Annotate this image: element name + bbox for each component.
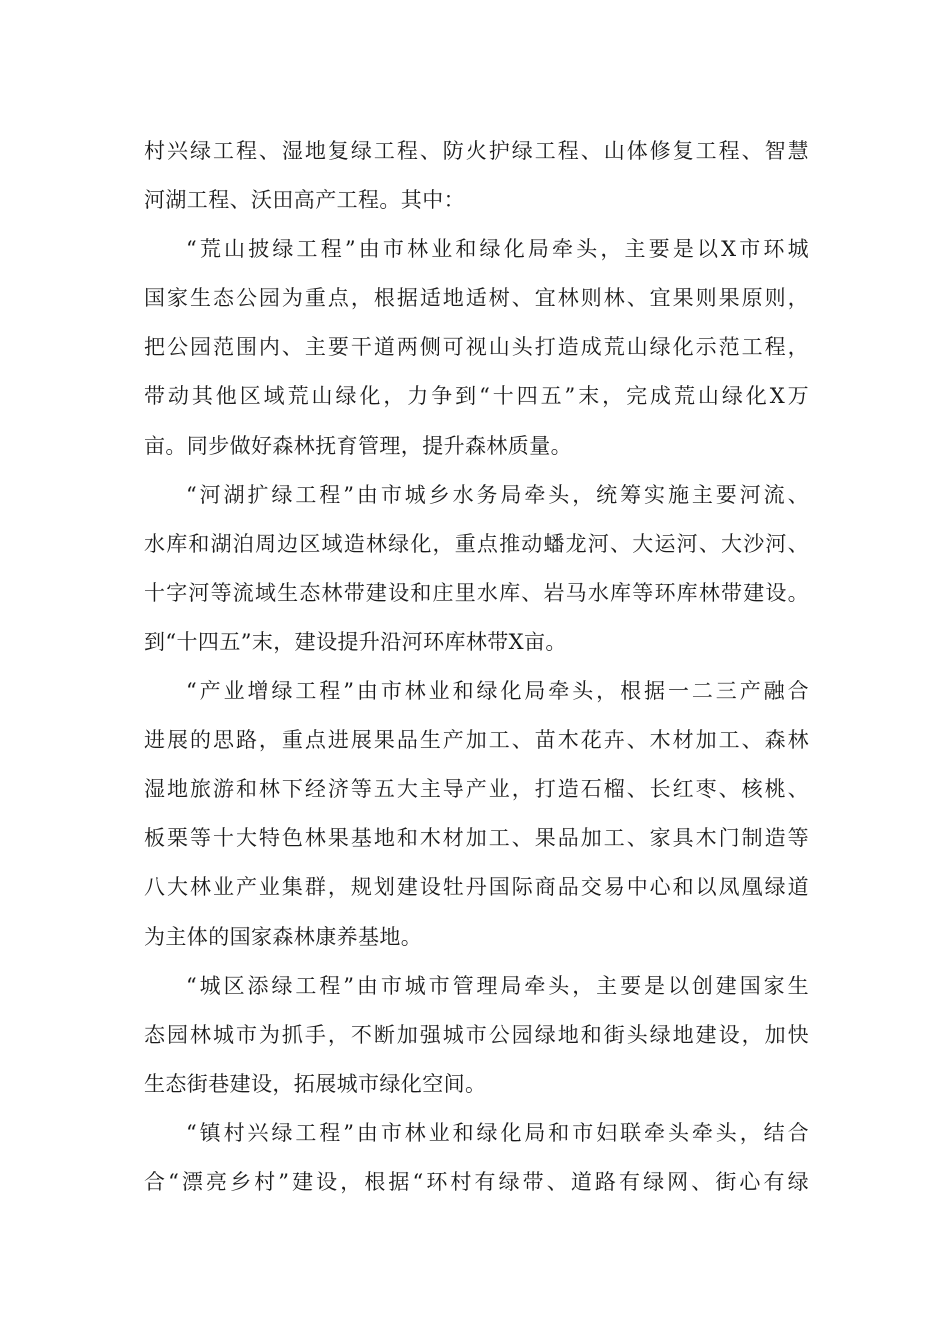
paragraph-line: 国家生态公园为重点，根据适地适树、宜林则林、宜果则果原则，: [144, 286, 809, 311]
paragraph-line: 八大林业产业集群，规划建设牡丹国际商品交易中心和以凤凰绿道: [144, 875, 809, 900]
paragraph-line: “产业增绿工程”由市林业和绿化局牵头，根据一二三产融合: [186, 679, 809, 704]
paragraph-line: 为主体的国家森林康养基地。: [144, 924, 423, 949]
paragraph-line: “镇村兴绿工程”由市林业和绿化局和市妇联牵头牵头，结合: [186, 1120, 809, 1145]
paragraph-line: 进展的思路，重点进展果品生产加工、苗木花卉、木材加工、森林: [144, 728, 809, 753]
paragraph-line: 生态街巷建设，拓展城市绿化空间。: [144, 1071, 487, 1096]
paragraph-line: “河湖扩绿工程”由市城乡水务局牵头，统筹实施主要河流、: [186, 482, 809, 507]
paragraph-line: 村兴绿工程、湿地复绿工程、防火护绿工程、山体修复工程、智慧: [144, 139, 809, 163]
paragraph-line: “荒山披绿工程”由市林业和绿化局牵头，主要是以X市环城: [186, 237, 809, 262]
paragraph-line: 河湖工程、沃田高产工程。其中：: [144, 188, 465, 213]
paragraph-line: 态园林城市为抓手，不断加强城市公园绿地和街头绿地建设，加快: [144, 1022, 809, 1047]
paragraph-line: 合“漂亮乡村”建设，根据“环村有绿带、道路有绿网、街心有绿: [144, 1169, 809, 1194]
paragraph-line: 到“十四五”末，建设提升沿河环库林带X亩。: [144, 629, 567, 654]
paragraph-line: 十字河等流域生态林带建设和庄里水库、岩马水库等环库林带建设。: [144, 580, 809, 605]
paragraph-line: 带动其他区域荒山绿化，力争到“十四五”末，完成荒山绿化X万: [144, 384, 809, 409]
paragraph-line: 亩。同步做好森林抚育管理，提升森林质量。: [144, 433, 572, 458]
paragraph-line: 板栗等十大特色林果基地和木材加工、果品加工、家具木门制造等: [144, 826, 809, 851]
document-body: [144, 127, 809, 1207]
paragraph-line: 湿地旅游和林下经济等五大主导产业，打造石榴、长红枣、核桃、: [144, 777, 809, 802]
paragraph-line: 把公园范围内、主要干道两侧可视山头打造成荒山绿化示范工程，: [144, 335, 809, 360]
paragraph-line: “城区添绿工程”由市城市管理局牵头，主要是以创建国家生: [186, 973, 809, 998]
paragraph-line: 水库和湖泊周边区域造林绿化，重点推动蟠龙河、大运河、大沙河、: [144, 531, 809, 556]
